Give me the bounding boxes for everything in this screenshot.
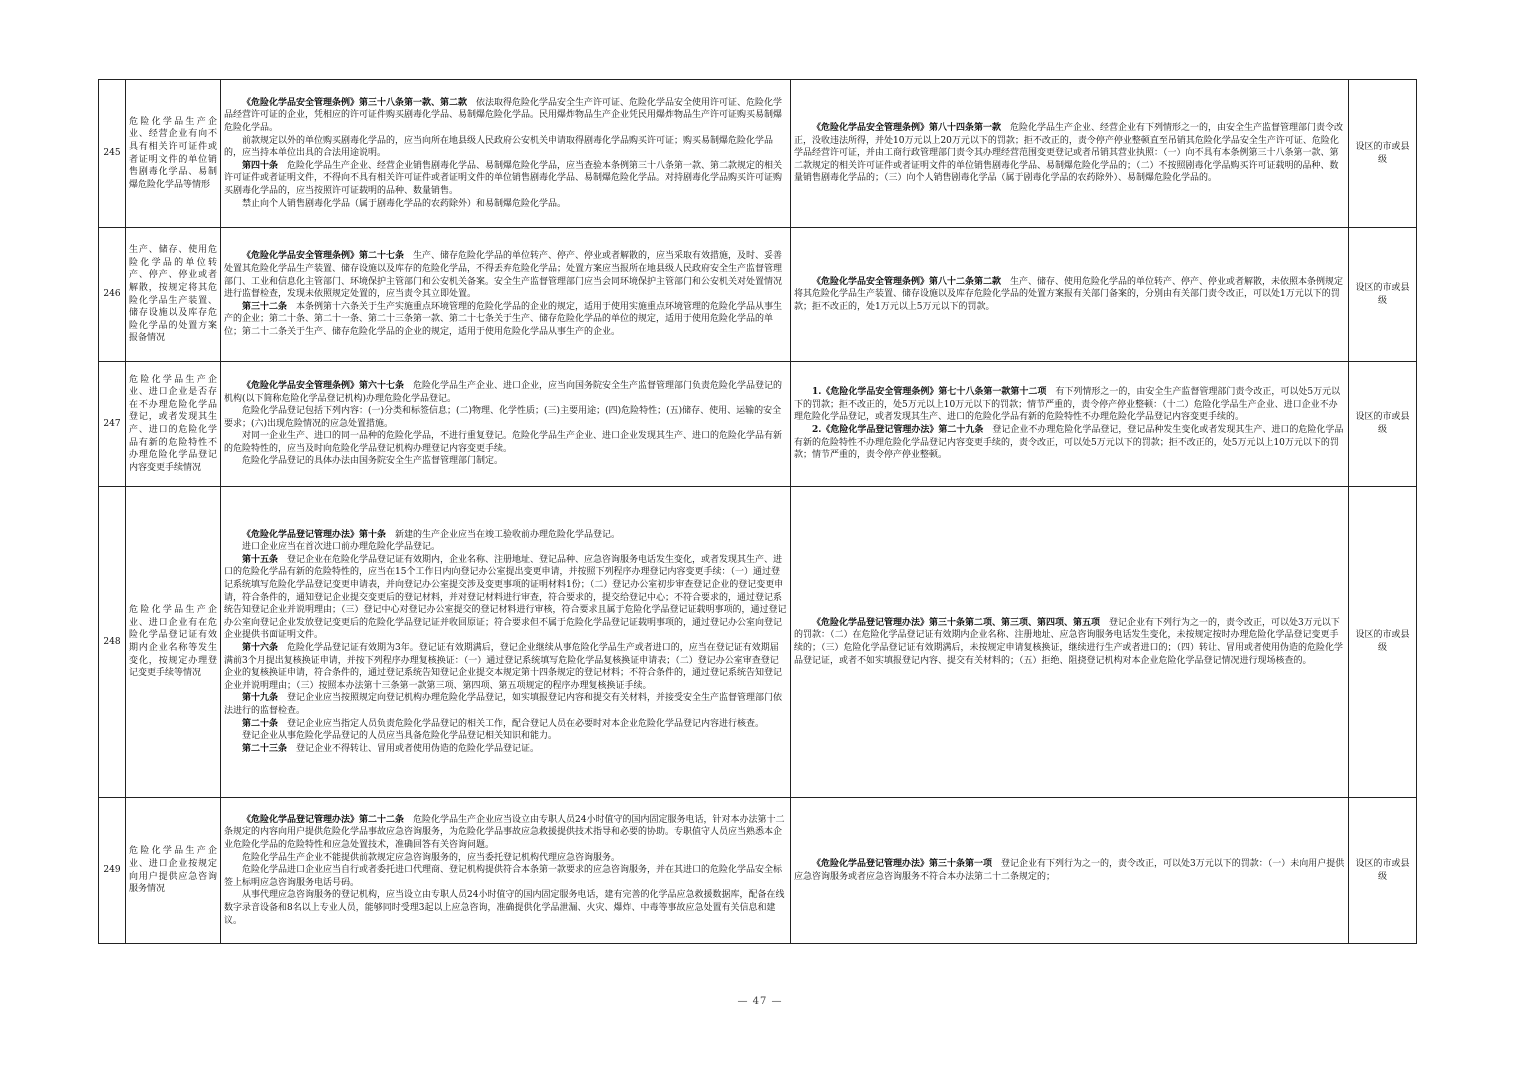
penalty-paragraph	[794, 617, 1345, 667]
legal-basis	[221, 798, 791, 944]
article-text: 危险化学品登记的具体办法由国务院安全生产监督管理部门制定。	[242, 456, 504, 467]
article-reference: 第十五条	[242, 554, 279, 565]
article-text: 依法取得危险化学品安全生产许可证、危险化学品安全使用许可证、危险化学品经营许可证的企业，凭相应的许可证件购买剧毒化学品、易制爆危险化学品。民用爆炸物品生产企业凭民用爆炸物品生产许可证购买易制爆危险化学品。	[224, 97, 783, 134]
basis-paragraph	[224, 743, 787, 756]
basis-paragraph	[224, 301, 787, 339]
table-row-247	[99, 362, 1417, 487]
article-text: 登记企业应当指定人员负责危险化学品登记的相关工作，配合登记人员在必要时对本企业危险化学品登记内容进行核查。	[278, 718, 765, 729]
article-reference: 第三十二条	[242, 301, 288, 312]
article-text: 危险化学品生产企业、进口企业，应当向国务院安全生产监督管理部门负责危险化学品登记的机构(以下简称危险化学品登记机构)办理危险化学品登记。	[224, 380, 783, 404]
article-text: 本条例第十六条关于生产实施重点环境管理的危险化学品的企业的规定，适用于使用实施重点环境管理的危险化学品从事生产的企业；第二十条、第二十一条、第二十三条第一款、第二十七条关于生产、储存危险化学品的单位的规定，适用于使用危险化学品的单位；第二十二条关于生产、储存危险化学品的企业的规定，适用于使用危险化学品从事生产的企业。	[224, 301, 783, 337]
article-reference: 《危险化学品安全管理条例》第三十八条第一款、第二款	[242, 97, 468, 108]
table-row-245	[99, 80, 1417, 228]
article-text: 新建的生产企业应当在竣工验收前办理危险化学品登记。	[386, 529, 621, 540]
row-number: 245	[99, 80, 126, 228]
basis-paragraph	[224, 97, 787, 135]
basis-paragraph	[224, 642, 787, 692]
article-text: 生产、储存危险化学品的单位转产、停产、停业或者解散的，应当采取有效措施，及时、妥善处置其危险化学品生产装置、储存设施以及库存的危险化学品，不得丢弃危险化学品；处置方案应当报所在地县级人民政府安全生产监督管理部门、工业和信息化主管部门、环境保护主管部门和公安机关备案。安全生产监督管理部门应当会同环境保护主管部门和公安机关对处置情况进行监督检查，发现未依照规定处置的，应当责令其立即处置。	[224, 251, 783, 300]
basis-paragraph	[224, 198, 787, 211]
row-number: 248	[99, 487, 126, 798]
article-reference: 《危险化学品登记管理办法》第二十二条	[242, 814, 405, 825]
row-number: 246	[99, 228, 126, 362]
regulation-table	[98, 79, 1417, 944]
enforcement-level: 设区的市或县级	[1349, 362, 1417, 487]
article-reference: 第二十三条	[242, 743, 288, 754]
article-reference: 第四十条	[242, 160, 279, 171]
basis-paragraph	[224, 250, 787, 300]
basis-paragraph	[224, 692, 787, 717]
basis-paragraph	[224, 380, 787, 405]
penalty-basis	[791, 228, 1349, 362]
check-item: 危险化学品生产企业、经营企业有向不具有相关许可证件或者证明文件的单位销售剧毒化学品、易制爆危险化学品等情形	[126, 80, 221, 228]
article-reference: 《危险化学品登记管理办法》第十条	[242, 529, 387, 540]
check-item: 危险化学品生产企业、进口企业按规定向用户提供应急咨询服务情况	[126, 798, 221, 944]
basis-paragraph	[224, 814, 787, 852]
table-row-246	[99, 228, 1417, 362]
enforcement-level: 设区的市或县级	[1349, 487, 1417, 798]
article-reference: 第二十条	[242, 718, 279, 729]
article-reference: 第十六条	[242, 643, 279, 653]
article-text: 危险化学品生产企业、经营企业销售剧毒化学品、易制爆危险化学品，应当查验本条例第三十八条第一款、第二款规定的相关许可证件或者证明文件，不得向不具有相关许可证件或者证明文件的单位销售剧毒化学品、易制爆危险化学品。对持剧毒化学品购买许可证购买剧毒化学品的，应当按照许可证载明的品种、数量销售。	[224, 160, 783, 196]
article-text: 进口企业应当在首次进口前办理危险化学品登记。	[242, 542, 441, 553]
article-reference: 1.《危险化学品安全管理条例》第七十八条第一款第十二项	[812, 387, 1047, 398]
article-text: 危险化学品进口企业应当自行或者委托进口代理商、登记机构提供符合本条第一款要求的应急咨询服务，并在其进口的危险化学品安全标签上标明应急咨询服务电话号码。	[224, 865, 783, 888]
article-text: 危险化学品登记证有效期为3年。登记证有效期满后，登记企业继续从事危险化学品生产或者进口的，应当在登记证有效期届满前3个月提出复核换证申请，并按下列程序办理复核换证：（一）通过登记系统填写危险化学品复核换证申请表；（二）登记办公室审查登记企业的复核换证申请，符合条件的，通过登记系统告知登记企业提交本规定第十四条规定的登记材料；不符合条件的，通过登记系统告知登记企业并说明理由；（三）按照本办法第十三条第一款第三项、第四项、第五项规定的程序办理复核换证手续。	[224, 643, 783, 691]
enforcement-level: 设区的市或县级	[1349, 228, 1417, 362]
penalty-basis	[791, 362, 1349, 487]
basis-paragraph	[224, 889, 787, 927]
article-text: 有下列情形之一的，由安全生产监督管理部门责令改正，可以处5万元以下的罚款；拒不改正的，处5万元以上10万元以下的罚款；情节严重的，责令停产停业整顿：（十二）危险化学品生产企业、进口企业不办理危险化学品登记，或者发现其生产、进口的危险化学品有新的危险特性不办理危险化学品登记内容变更手续的。	[794, 387, 1341, 423]
article-text: 从事代理应急咨询服务的登记机构，应当设立由专职人员24小时值守的国内固定服务电话，建有完善的化学品应急救援数据库，配备在线数字录音设备和8名以上专业人员，能够同时受理3起以上应急咨询，准确提供化学品泄漏、火灾、爆炸、中毒等事故应急处置有关信息和建议。	[224, 890, 785, 926]
article-text: 禁止向个人销售剧毒化学品（属于剧毒化学品的农药除外）和易制爆危险化学品。	[242, 198, 567, 209]
basis-paragraph	[224, 554, 787, 642]
article-text: 登记企业从事危险化学品登记的人员应当具备危险化学品登记相关知识和能力。	[242, 731, 558, 742]
basis-paragraph	[224, 852, 787, 865]
article-text: 危险化学品生产企业、经营企业有下列情形之一的，由安全生产监督管理部门责令改正，没收违法所得，并处10万元以上20万元以下的罚款；拒不改正的，责令停产停业整顿直至吊销其危险化学品安全生产许可证、危险化学品经营许可证，并由工商行政管理部门责令其办理经营范围变更登记或者吊销其营业执照：（一）向不具有本条例第三十八条第一款、第二款规定的相关许可证件或者证明文件的单位销售剧毒化学品、易制爆危险化学品的；（二）不按照剧毒化学品购买许可证载明的品种、数量销售剧毒化学品的；（三）向个人销售剧毒化学品（属于剧毒化学品的农药除外）、易制爆危险化学品的。	[794, 123, 1344, 184]
basis-paragraph	[224, 430, 787, 455]
basis-paragraph	[224, 135, 787, 160]
article-text: 登记企业应当按照规定向登记机构办理危险化学品登记，如实填报登记内容和提交有关材料，并接受安全生产监督管理部门依法进行的监督检查。	[224, 693, 783, 716]
article-text: 登记企业在危险化学品登记证有效期内，企业名称、注册地址、登记品种、应急咨询服务电话发生变化，或者发现其生产、进口的危险化学品有新的危险特性的，应当在15个工作日内向登记办公室提出变更申请，并按照下列程序办理登记内容变更手续：（一）通过登记系统填写危险化学品登记变更申请表，并向登记办公室提交涉及变更事项的证明材料1份；（二）登记办公室初步审查登记企业的登记变更申请，符合条件的，通知登记企业提交变更后的登记材料，并对登记材料进行审查，符合要求的，提交给登记中心；不符合要求的，通过登记系统告知登记企业并说明理由；（三）登记中心对登记办公室提交的登记材料进行审核，符合要求且属于危险化学品登记证载明事项的，通过登记办公室向登记企业发放登记变更后的危险化学品登记证并收回原证；符合要求但不属于危险化学品登记证载明事项的，通过登记办公室向登记企业提供书面证明文件。	[224, 554, 787, 641]
penalty-paragraph	[794, 386, 1345, 424]
check-item: 危险化学品生产企业、进口企业有在危险化学品登记证有效期内企业名称等发生变化，按规定办理登记变更手续等情况	[126, 487, 221, 798]
penalty-paragraph	[794, 424, 1345, 462]
basis-paragraph	[224, 864, 787, 889]
row-number: 247	[99, 362, 126, 487]
article-reference: 2.《危险化学品登记管理办法》第二十九条	[812, 425, 984, 435]
enforcement-level: 设区的市或县级	[1349, 798, 1417, 944]
basis-paragraph	[224, 405, 787, 430]
article-text: 登记企业不办理危险化学品登记，登记品种发生变化或者发现其生产、进口的危险化学品有新的危险特性不办理危险化学品登记内容变更手续的，责令改正，可以处5万元以下的罚款；拒不改正的，处5万元以上10万元以下的罚款；情节严重的，责令停产停业整顿。	[794, 425, 1344, 461]
basis-paragraph	[224, 718, 787, 731]
article-reference: 第十九条	[242, 693, 279, 704]
article-text: 危险化学品登记包括下列内容：(一)分类和标签信息；(二)物理、化学性质；(三)主要用途；(四)危险特性；(五)储存、使用、运输的安全要求；(六)出现危险情况的应急处置措施。	[224, 406, 782, 429]
article-text: 对同一企业生产、进口的同一品种的危险化学品，不进行重复登记。危险化学品生产企业、进口企业发现其生产、进口的危险化学品有新的危险特性的，应当及时向危险化学品登记机构办理登记内容变更手续。	[224, 431, 783, 454]
legal-basis	[221, 228, 791, 362]
penalty-paragraph	[794, 122, 1345, 185]
article-reference: 《危险化学品安全管理条例》第八十四条第一款	[812, 123, 1002, 134]
table-row-248	[99, 487, 1417, 798]
page-number: — 47 —	[737, 996, 783, 1007]
article-text: 登记企业有下列行为之一的，责令改正，可以处3万元以下的罚款：（二）在危险化学品登记证有效期内企业名称、注册地址、应急咨询服务电话发生变化，未按规定按时办理危险化学品登记变更手续的；（三）危险化学品登记证有效期满后，未按规定申请复核换证，继续进行生产或者进口的；（四）转让、冒用或者使用伪造的危险化学品登记证，或者不如实填报登记内容、提交有关材料的；（五）拒绝、阻挠登记机构对本企业危险化学品登记情况进行现场核查的。	[794, 617, 1344, 666]
article-text: 危险化学品生产企业不能提供前款规定应急咨询服务的，应当委托登记机构代理应急咨询服务。	[242, 852, 621, 863]
article-text: 前款规定以外的单位购买剧毒化学品的，应当向所在地县级人民政府公安机关申请取得剧毒化学品购买许可证；购买易制爆危险化学品的，应当持本单位出具的合法用途说明。	[224, 135, 774, 159]
check-item: 危险化学品生产企业、进口企业是否存在不办理危险化学品登记，或者发现其生产、进口的危险化学品有新的危险特性不办理危险化学品登记内容变更手续情况	[126, 362, 221, 487]
enforcement-level: 设区的市或县级	[1349, 80, 1417, 228]
row-number: 249	[99, 798, 126, 944]
article-reference: 《危险化学品安全管理条例》第二十七条	[242, 251, 405, 262]
basis-paragraph	[224, 160, 787, 198]
basis-paragraph	[224, 455, 787, 468]
article-text: 登记企业不得转让、冒用或者使用伪造的危险化学品登记证。	[287, 743, 540, 754]
penalty-paragraph	[794, 276, 1345, 314]
article-text: 登记企业有下列行为之一的，责令改正，可以处3万元以下的罚款：（一）未向用户提供应急咨询服务或者应急咨询服务不符合本办法第二十二条规定的；	[794, 858, 1345, 882]
table-row-249	[99, 798, 1417, 944]
penalty-basis	[791, 80, 1349, 228]
article-text: 危险化学品生产企业应当设立由专职人员24小时值守的国内固定服务电话，针对本办法第十二条规定的内容向用户提供危险化学品事故应急咨询服务，为危险化学品事故应急救援提供技术指导和必要的协助。专职值守人员应当熟悉本企业危险化学品的危险特性和应急处置技术，准确回答有关咨询问题。	[224, 814, 785, 851]
basis-paragraph	[224, 541, 787, 554]
article-reference: 《危险化学品登记管理办法》第三十条第二项、第三项、第四项、第五项	[812, 617, 1101, 628]
check-item: 生产、储存、使用危险化学品的单位转产、停产、停业或者解散，按规定将其危险化学品生产装置、储存设施以及库存危险化学品的处置方案报备情况	[126, 228, 221, 362]
article-reference: 《危险化学品安全管理条例》第八十二条第二款	[812, 276, 1002, 287]
article-reference: 《危险化学品安全管理条例》第六十七条	[242, 380, 405, 391]
legal-basis	[221, 487, 791, 798]
penalty-basis	[791, 487, 1349, 798]
legal-basis	[221, 362, 791, 487]
article-reference: 《危险化学品登记管理办法》第三十条第一项	[812, 858, 993, 869]
penalty-paragraph	[794, 858, 1345, 883]
article-text: 生产、储存、使用危险化学品的单位转产、停产、停业或者解散，未依照本条例规定将其危险化学品生产装置、储存设施以及库存危险化学品的处置方案报有关部门备案的，分别由有关部门责令改正，可以处1万元以下的罚款；拒不改正的，处1万元以上5万元以下的罚款。	[794, 276, 1344, 312]
basis-paragraph	[224, 529, 787, 542]
penalty-basis	[791, 798, 1349, 944]
legal-basis	[221, 80, 791, 228]
basis-paragraph	[224, 730, 787, 743]
